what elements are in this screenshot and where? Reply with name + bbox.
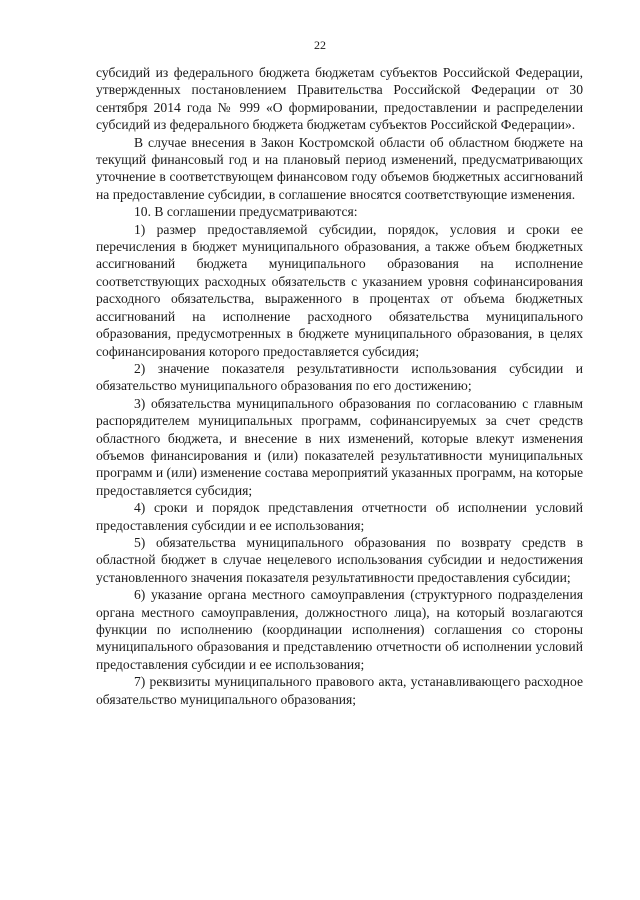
paragraph-continuation: субсидий из федерального бюджета бюджетам субъектов Российской Федерации, утвержденных постановлением Правительства Российской Федерации от 30 сентября 2014 года № 999 «О формировании, предоставлении и распределении субсидий из федерального бюджета бюджетам субъектов Российской Федерации».: [96, 65, 583, 133]
list-item-1: 1) размер предоставляемой субсидии, порядок, условия и сроки ее перечисления в бюджет муниципального образования, а также объем бюджетных ассигнований бюджета муниципального образования на исполнение соответствующих расходных обязательств с указанием уровня софинансирования расходного обязательства, выраженного в процентах от объема бюджетных ассигнований на исполнение расходного обязательства муниципального образования, предусмотренных в бюджете муниципального образования, в целях софинансирования которого предоставляется субсидия;: [96, 221, 583, 359]
list-item-2: 2) значение показателя результативности использования субсидии и обязательство муниципального образования по его достижению;: [96, 360, 583, 394]
list-item-3: 3) обязательства муниципального образования по согласованию с главным распорядителем муниципальных программ, софинансируемых за счет средств областного бюджета, и внесение в них изменений, которые влекут изменения объемов финансирования и (или) показателей результативности муниципальных программ и (или) изменение состава мероприятий указанных программ, на которые предоставляется субсидия;: [96, 395, 583, 498]
document-body: [96, 64, 583, 708]
paragraph-amendments: В случае внесения в Закон Костромской области об областном бюджете на текущий финансовый год и на плановый период изменений, предусматривающих уточнение в соответствующем финансовом году объемов бюджетных ассигнований на предоставление субсидии, в соглашение вносятся соответствующие изменения.: [96, 134, 583, 202]
page-number: 22: [314, 38, 326, 52]
paragraph-section-10-heading: 10. В соглашении предусматриваются:: [134, 204, 358, 220]
list-item-5: 5) обязательства муниципального образования по возврату средств в областной бюджет в случае нецелевого использования субсидии и недостижения установленного значения показателя результативности предоставления субсидии;: [96, 534, 583, 585]
list-item-6: 6) указание органа местного самоуправления (структурного подразделения органа местного самоуправления, должностного лица), на который возлагаются функции по исполнению (координации исполнения) соглашения со стороны муниципального образования и представлению отчетности об исполнении условий предоставления субсидии и ее использования;: [96, 587, 583, 672]
list-item-4: 4) сроки и порядок представления отчетности об исполнении условий предоставления субсидии и ее использования;: [96, 500, 583, 533]
list-item-7: 7) реквизиты муниципального правового акта, устанавливающего расходное обязательство муниципального образования;: [96, 674, 583, 707]
